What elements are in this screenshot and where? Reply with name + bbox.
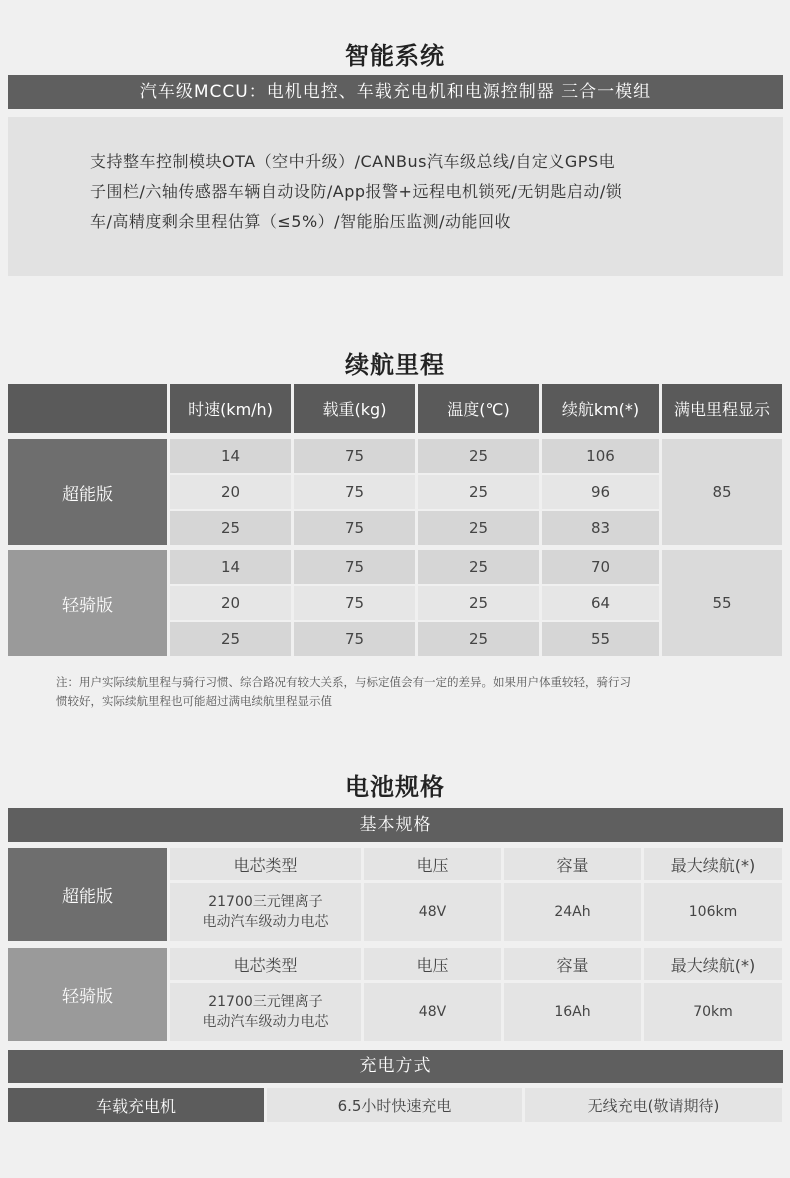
footnote-line: 惯较好，实际续航里程也可能超过满电续航里程显示值 xyxy=(56,694,332,708)
table-cell: 25 xyxy=(418,511,539,545)
table-cell: 75 xyxy=(294,439,415,473)
range-header-load: 载重(kg) xyxy=(294,384,415,433)
battery-capacity-value: 16Ah xyxy=(504,983,641,1041)
battery-max-range-value: 70km xyxy=(644,983,782,1041)
range-header-range: 续航km(*) xyxy=(542,384,659,433)
battery-max-range-value: 106km xyxy=(644,883,782,941)
range-header-display: 满电里程显示 xyxy=(662,384,782,433)
range-section-title: 续航里程 xyxy=(345,351,445,379)
table-cell: 25 xyxy=(418,622,539,656)
table-cell: 25 xyxy=(418,586,539,620)
charge-option-wireless: 无线充电(敬请期待) xyxy=(525,1088,782,1122)
battery-capacity-value: 24Ah xyxy=(504,883,641,941)
battery-header-capacity: 容量 xyxy=(504,948,641,980)
battery-header-cell-type: 电芯类型 xyxy=(170,848,361,880)
battery-group-label: 超能版 xyxy=(8,848,167,941)
feature-line: 子围栏/六轴传感器车辆自动设防/App报警+远程电机锁死/无钥匙启动/锁 xyxy=(90,182,623,201)
table-cell: 20 xyxy=(170,586,291,620)
table-cell: 25 xyxy=(418,439,539,473)
battery-voltage-value: 48V xyxy=(364,883,501,941)
table-cell: 75 xyxy=(294,586,415,620)
battery-header-capacity: 容量 xyxy=(504,848,641,880)
battery-voltage-value: 48V xyxy=(364,983,501,1041)
battery-header-max-range: 最大续航(*) xyxy=(644,948,782,980)
range-header-speed: 时速(km/h) xyxy=(170,384,291,433)
battery-header-voltage: 电压 xyxy=(364,848,501,880)
cell-type-line: 电动汽车级动力电芯 xyxy=(202,914,329,930)
smart-section-title: 智能系统 xyxy=(345,42,445,70)
range-footnote xyxy=(56,673,746,711)
table-cell: 55 xyxy=(542,622,659,656)
range-group-label: 轻骑版 xyxy=(8,550,167,656)
basic-spec-banner: 基本规格 xyxy=(8,808,783,842)
cell-type-line: 21700三元锂离子 xyxy=(208,894,323,910)
mccu-banner: 汽车级MCCU：电机电控、车载充电机和电源控制器 三合一模组 xyxy=(8,75,783,109)
charge-option-fast: 6.5小时快速充电 xyxy=(267,1088,522,1122)
battery-group-label: 轻骑版 xyxy=(8,948,167,1041)
table-cell: 106 xyxy=(542,439,659,473)
range-full-display-value: 55 xyxy=(662,550,782,656)
charge-method-banner: 充电方式 xyxy=(8,1050,783,1083)
table-cell: 14 xyxy=(170,439,291,473)
battery-header-max-range: 最大续航(*) xyxy=(644,848,782,880)
range-header-blank xyxy=(8,384,167,433)
battery-header-voltage: 电压 xyxy=(364,948,501,980)
feature-line: 车/高精度剩余里程估算（≤5%）/智能胎压监测/动能回收 xyxy=(90,212,511,231)
table-cell: 75 xyxy=(294,550,415,584)
cell-type-line: 电动汽车级动力电芯 xyxy=(202,1014,329,1030)
table-cell: 64 xyxy=(542,586,659,620)
table-cell: 20 xyxy=(170,475,291,509)
cell-type-line: 21700三元锂离子 xyxy=(208,994,323,1010)
battery-cell-type-value xyxy=(170,983,361,1041)
table-cell: 75 xyxy=(294,622,415,656)
table-cell: 25 xyxy=(418,550,539,584)
smart-features-box xyxy=(8,117,783,276)
footnote-line: 注：用户实际续航里程与骑行习惯、综合路况有较大关系，与标定值会有一定的差异。如果用户体重较轻，骑行习 xyxy=(56,675,631,689)
range-header-temp: 温度(℃) xyxy=(418,384,539,433)
range-group-label: 超能版 xyxy=(8,439,167,545)
table-cell: 75 xyxy=(294,475,415,509)
range-full-display-value: 85 xyxy=(662,439,782,545)
table-cell: 96 xyxy=(542,475,659,509)
table-cell: 25 xyxy=(170,511,291,545)
table-cell: 75 xyxy=(294,511,415,545)
table-cell: 25 xyxy=(170,622,291,656)
battery-section-title: 电池规格 xyxy=(345,773,445,801)
battery-header-cell-type: 电芯类型 xyxy=(170,948,361,980)
battery-cell-type-value xyxy=(170,883,361,941)
charge-onboard-label: 车载充电机 xyxy=(8,1088,264,1122)
feature-line: 支持整车控制模块OTA（空中升级）/CANBus汽车级总线/自定义GPS电 xyxy=(90,152,616,171)
table-cell: 70 xyxy=(542,550,659,584)
table-cell: 14 xyxy=(170,550,291,584)
table-cell: 25 xyxy=(418,475,539,509)
table-cell: 83 xyxy=(542,511,659,545)
